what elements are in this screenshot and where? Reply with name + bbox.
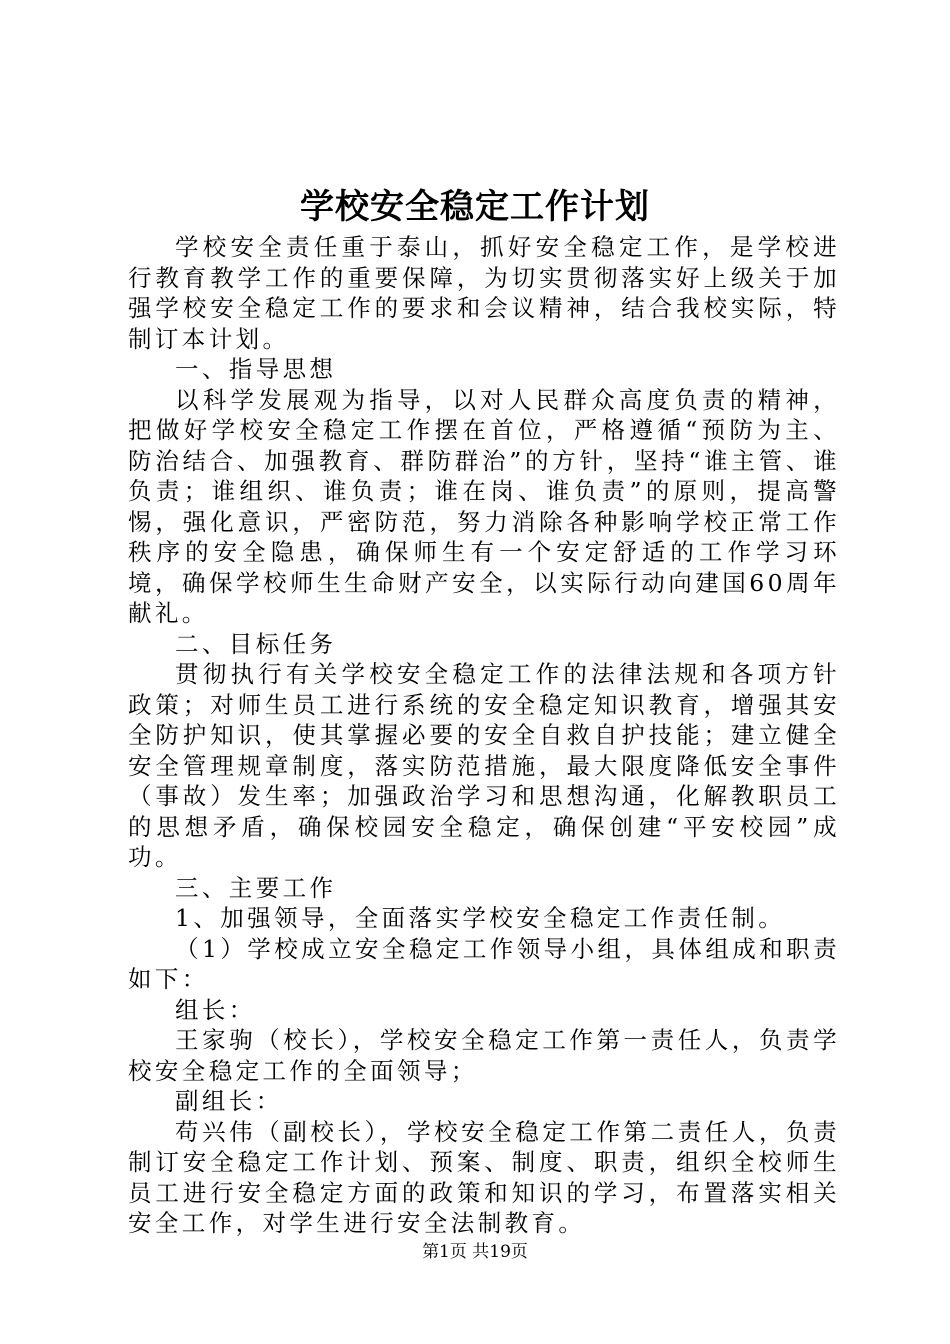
leader-description: 王家驹（校长），学校安全稳定工作第一责任人，负责学校安全稳定工作的全面领导；: [128, 1026, 840, 1085]
main-work-item-1: 1、加强领导，全面落实学校安全稳定工作责任制。: [175, 904, 786, 932]
deputy-leader-description: 苟兴伟（副校长），学校安全稳定工作第二责任人，负责制订安全稳定工作计划、预案、制度、职责，组织全校师生员工进行安全稳定方面的政策和知识的学习，布置落实相关安全工作，对学生进行安全法制教育。: [128, 1117, 840, 1237]
leader-label: 组长：: [175, 995, 256, 1024]
deputy-leader-label: 副组长：: [175, 1087, 283, 1115]
guiding-ideology-paragraph: 以科学发展观为指导，以对人民群众高度负责的精神，把做好学校安全稳定工作摆在首位，严格遵循“预防为主、防治结合、加强教育、群防群治”的方针，坚持“谁主管、谁负责；谁组织、谁负责；谁在岗、谁负责”的原则，提高警惕，强化意识，严密防范，努力消除各种影响学校正常工作秩序的安全隐患，确保师生有一个安定舒适的工作学习环境，确保学校师生生命财产安全，以实际行动向建国60周年献礼。: [128, 385, 840, 627]
main-work-item-1-sub-1: （1）学校成立安全稳定工作领导小组，具体组成和职责如下：: [128, 934, 840, 993]
section-heading-main-work: 三、主要工作: [175, 873, 337, 902]
section-heading-goals: 二、目标任务: [175, 629, 337, 658]
document-body: [128, 232, 840, 1239]
document-title: 学校安全稳定工作计划: [300, 187, 650, 227]
section-heading-guiding-ideology: 一、指导思想: [175, 355, 337, 383]
intro-paragraph: 学校安全责任重于泰山，抓好安全稳定工作，是学校进行教育教学工作的重要保障，为切实贯彻落实好上级关于加强学校安全稳定工作的要求和会议精神，结合我校实际，特制订本计划。: [128, 233, 840, 353]
goals-paragraph: 贯彻执行有关学校安全稳定工作的法律法规和各项方针政策；对师生员工进行系统的安全稳定知识教育，增强其安全防护知识，使其掌握必要的安全自救自护技能；建立健全安全管理规章制度，落实防范措施，最大限度降低安全事件（事故）发生率；加强政治学习和思想沟通，化解教职员工的思想矛盾，确保校园安全稳定，确保创建“平安校园”成功。: [128, 660, 840, 871]
page-number-footer: 第1页 共19页: [422, 1242, 528, 1262]
